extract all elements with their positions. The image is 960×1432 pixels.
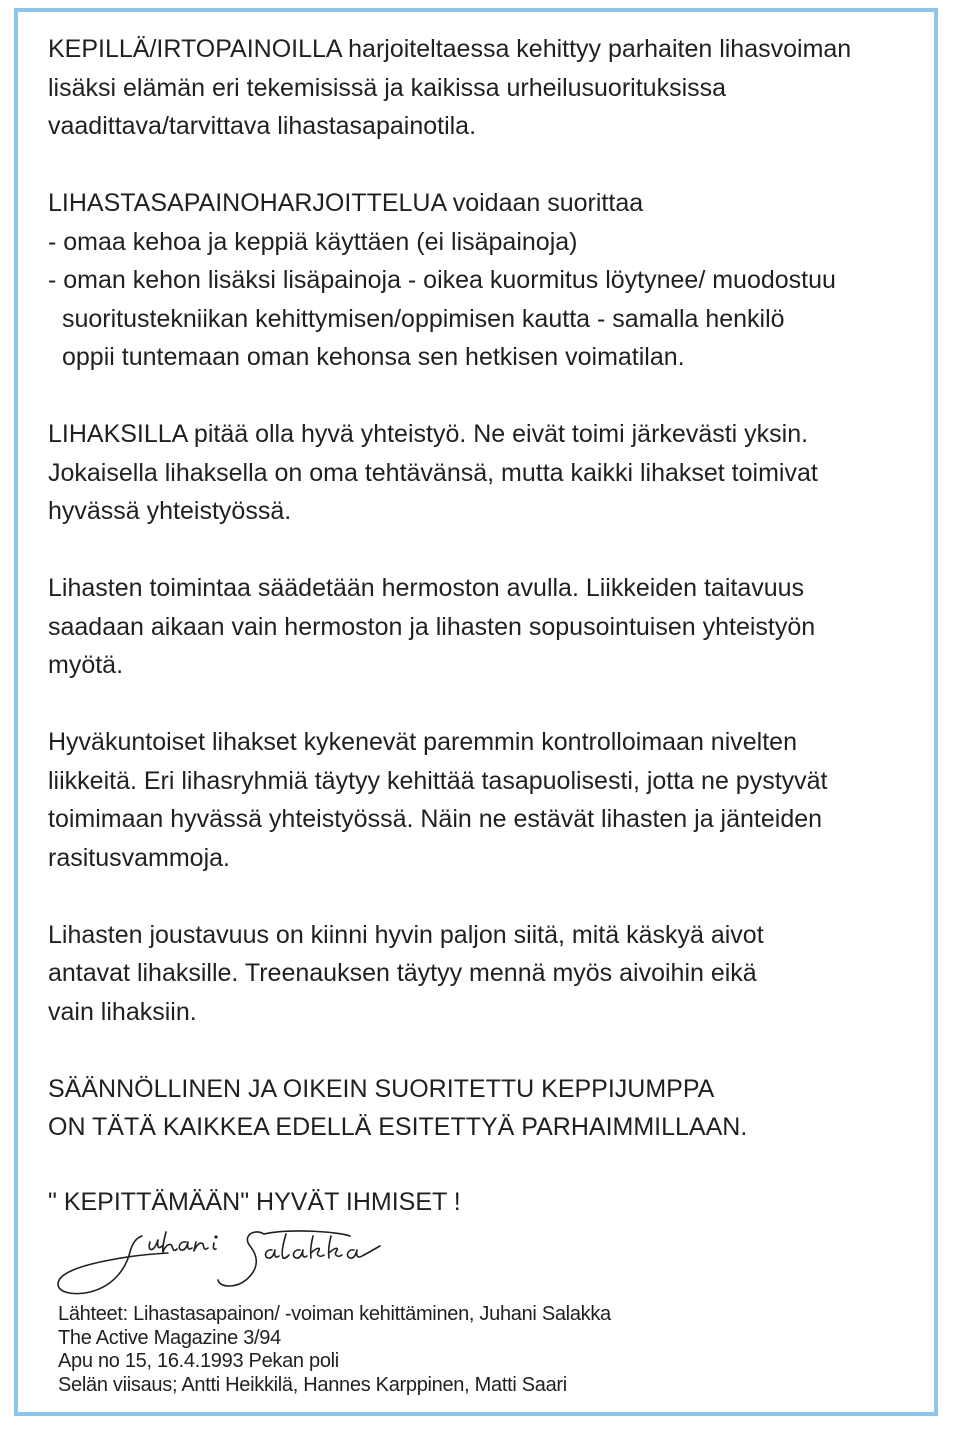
text-line: Lihasten joustavuus on kiinni hyvin paljon siitä, mitä käskyä aivot [48, 920, 764, 949]
text-line: SÄÄNNÖLLINEN JA OIKEIN SUORITETTU KEPPIJUMPPA [48, 1074, 715, 1103]
text-line: suoritustekniikan kehittymisen/oppimisen kautta - samalla henkilö [62, 304, 785, 333]
sources-list [58, 1303, 611, 1397]
article-body [48, 30, 928, 1221]
text-line: Lihasten toimintaa säädetään hermoston avulla. Liikkeiden taitavuus [48, 574, 805, 602]
closing-slogan: " KEPITTÄMÄÄN" HYVÄT IHMISET ! [48, 1187, 461, 1216]
text-line: hyvässä yhteistyössä. [48, 497, 292, 525]
text-line: Hyväkuntoiset lihakset kykenevät paremmin kontrolloimaan nivelten [48, 728, 797, 756]
conclusion-heading [48, 1070, 928, 1147]
text-line: antavat lihaksille. Treenauksen täytyy mennä myös aivoihin eikä [48, 959, 757, 987]
paragraph-cooperation [48, 415, 928, 531]
paragraph-flexibility [48, 916, 928, 1032]
text-line: saadaan aikaan vain hermoston ja lihasten sopusointuisen yhteistyön [48, 612, 816, 641]
signature [50, 1222, 410, 1304]
paragraph-balance-training [48, 184, 928, 377]
source-line: The Active Magazine 3/94 [58, 1326, 281, 1349]
text-line: vaadittava/tarvittava lihastasapainotila. [48, 112, 477, 140]
text-line: LIHASTASAPAINOHARJOITTELUA voidaan suorittaa [48, 189, 644, 217]
paragraph-nervous-system [48, 569, 928, 685]
text-line: liikkeitä. Eri lihasryhmiä täytyy kehittää tasapuolisesti, jotta ne pystyvät [48, 766, 828, 795]
source-line: Selän viisaus; Antti Heikkilä, Hannes Karppinen, Matti Saari [58, 1373, 567, 1396]
text-line: rasitusvammoja. [48, 843, 230, 872]
source-line: Apu no 15, 16.4.1993 Pekan poli [58, 1350, 339, 1372]
text-line: myötä. [48, 651, 124, 679]
source-line: Lähteet: Lihastasapainon/ -voiman kehittäminen, Juhani Salakka [58, 1303, 611, 1325]
text-line: ON TÄTÄ KAIKKEA EDELLÄ ESITETTYÄ PARHAIMMILLAAN. [48, 1113, 748, 1141]
text-line: toimimaan hyvässä yhteistyössä. Näin ne estävät lihasten ja jänteiden [48, 805, 823, 833]
list-item: - oman kehon lisäksi lisäpainoja - oikea kuormitus löytynee/ muodostuu [48, 266, 836, 294]
text-line: Jokaisella lihaksella on oma tehtävänsä, mutta kaikki lihakset toimivat [48, 458, 818, 487]
text-line: vain lihaksiin. [48, 997, 197, 1026]
paragraph-joints [48, 723, 928, 877]
paragraph-intro [48, 30, 928, 146]
text-line: oppii tuntemaan oman kehonsa sen hetkisen voimatilan. [62, 343, 685, 371]
list-item: - omaa kehoa ja keppiä käyttäen (ei lisäpainoja) [48, 227, 578, 256]
text-line: LIHAKSILLA pitää olla hyvä yhteistyö. Ne eivät toimi järkevästi yksin. [48, 420, 809, 448]
text-line: lisäksi elämän eri tekemisissä ja kaikissa urheilusuorituksissa [48, 73, 727, 102]
text-line: KEPILLÄ/IRTOPAINOILLA harjoiteltaessa kehittyy parhaiten lihasvoiman [48, 35, 852, 63]
